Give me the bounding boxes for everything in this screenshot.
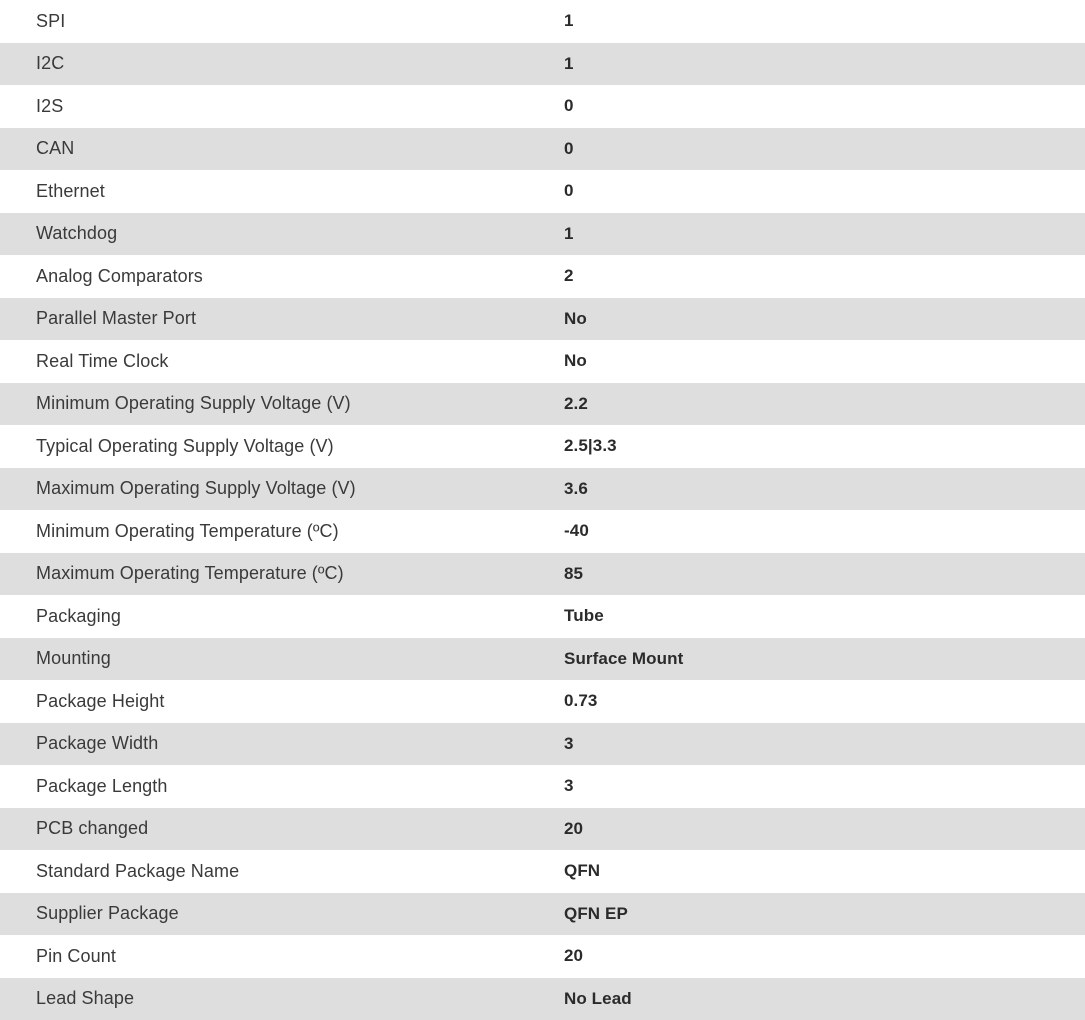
table-row <box>0 85 1085 128</box>
spec-value: 20 <box>564 808 1085 851</box>
spec-label: Lead Shape <box>0 978 564 1020</box>
spec-label: Mounting <box>0 638 564 681</box>
spec-label: I2C <box>0 43 564 86</box>
spec-value: 1 <box>564 213 1085 256</box>
spec-label: Minimum Operating Temperature (ºC) <box>0 510 564 553</box>
table-row <box>0 808 1085 851</box>
table-row <box>0 468 1085 511</box>
spec-value: 0 <box>564 170 1085 213</box>
spec-value: No <box>564 298 1085 341</box>
table-row <box>0 340 1085 383</box>
spec-label: Real Time Clock <box>0 340 564 383</box>
spec-label: Pin Count <box>0 935 564 978</box>
spec-value: 3 <box>564 765 1085 808</box>
spec-value: 0.73 <box>564 680 1085 723</box>
table-row <box>0 638 1085 681</box>
spec-label: PCB changed <box>0 808 564 851</box>
table-row <box>0 43 1085 86</box>
table-row <box>0 510 1085 553</box>
spec-value: 2.2 <box>564 383 1085 426</box>
table-row <box>0 850 1085 893</box>
spec-label: Ethernet <box>0 170 564 213</box>
spec-label: Packaging <box>0 595 564 638</box>
table-row <box>0 170 1085 213</box>
table-row <box>0 680 1085 723</box>
spec-label: Analog Comparators <box>0 255 564 298</box>
table-row <box>0 553 1085 596</box>
spec-value: No <box>564 340 1085 383</box>
spec-label: Package Length <box>0 765 564 808</box>
spec-value: Tube <box>564 595 1085 638</box>
spec-value: 3 <box>564 723 1085 766</box>
spec-value: No Lead <box>564 978 1085 1020</box>
spec-label: Supplier Package <box>0 893 564 936</box>
table-row <box>0 298 1085 341</box>
spec-label: I2S <box>0 85 564 128</box>
spec-value: 20 <box>564 935 1085 978</box>
spec-label: Minimum Operating Supply Voltage (V) <box>0 383 564 426</box>
table-row <box>0 128 1085 171</box>
spec-value: -40 <box>564 510 1085 553</box>
spec-value: 3.6 <box>564 468 1085 511</box>
spec-value: 0 <box>564 85 1085 128</box>
spec-label: SPI <box>0 0 564 43</box>
spec-label: Watchdog <box>0 213 564 256</box>
table-row <box>0 0 1085 43</box>
spec-label: Standard Package Name <box>0 850 564 893</box>
spec-value: 0 <box>564 128 1085 171</box>
spec-label: CAN <box>0 128 564 171</box>
spec-label: Typical Operating Supply Voltage (V) <box>0 425 564 468</box>
table-row <box>0 383 1085 426</box>
table-row <box>0 935 1085 978</box>
spec-value: 1 <box>564 0 1085 43</box>
spec-value: QFN <box>564 850 1085 893</box>
spec-value: 1 <box>564 43 1085 86</box>
table-row <box>0 978 1085 1020</box>
spec-value: QFN EP <box>564 893 1085 936</box>
spec-value: Surface Mount <box>564 638 1085 681</box>
table-row <box>0 255 1085 298</box>
table-row <box>0 213 1085 256</box>
table-row <box>0 425 1085 468</box>
spec-value: 2.5|3.3 <box>564 425 1085 468</box>
spec-label: Maximum Operating Temperature (ºC) <box>0 553 564 596</box>
table-row <box>0 595 1085 638</box>
table-row <box>0 893 1085 936</box>
spec-label: Package Height <box>0 680 564 723</box>
spec-value: 2 <box>564 255 1085 298</box>
spec-label: Package Width <box>0 723 564 766</box>
spec-label: Maximum Operating Supply Voltage (V) <box>0 468 564 511</box>
spec-label: Parallel Master Port <box>0 298 564 341</box>
spec-value: 85 <box>564 553 1085 596</box>
table-row <box>0 765 1085 808</box>
table-row <box>0 723 1085 766</box>
